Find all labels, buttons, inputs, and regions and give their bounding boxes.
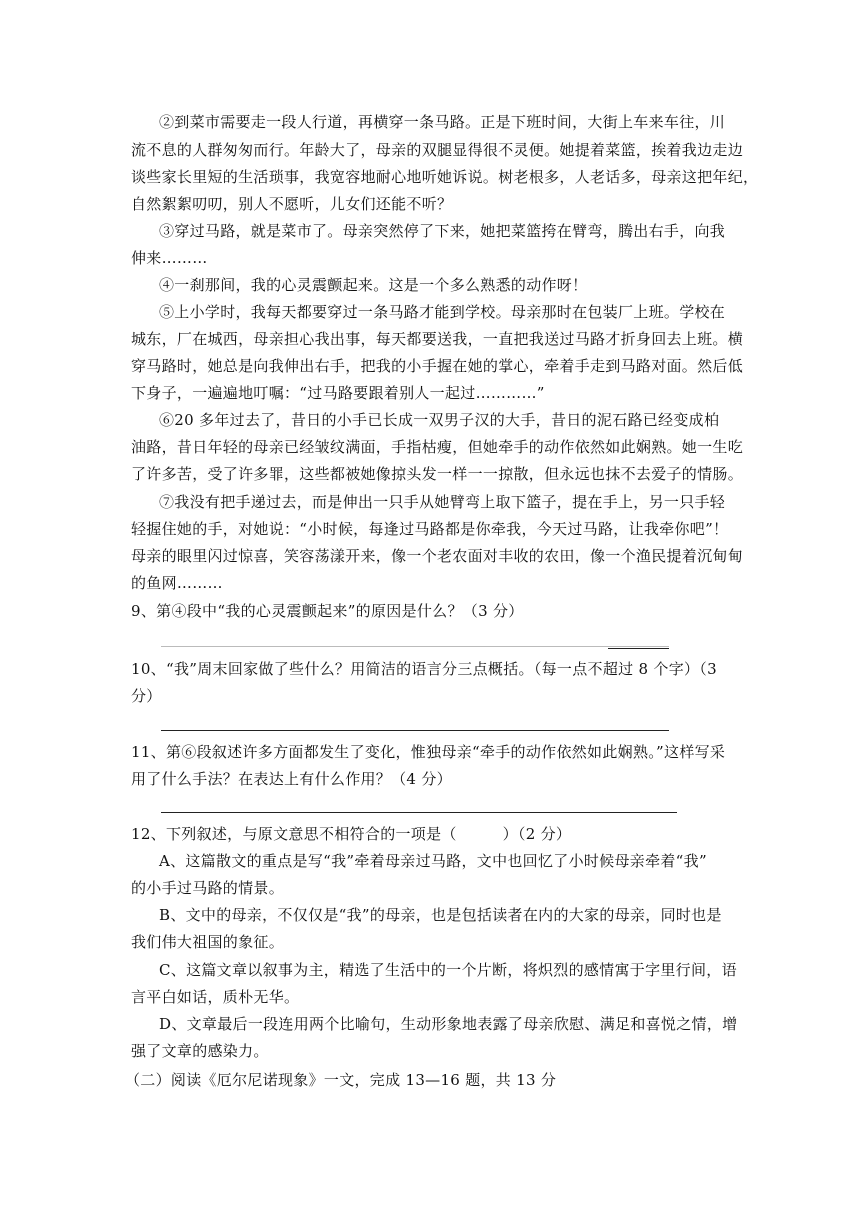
- passage-line: ⑤上小学时，我每天都要穿过一条马路才能到学校。母亲那时在包装厂上班。学校在: [159, 303, 726, 321]
- option-d-cont: 强了文章的感染力。: [131, 1042, 269, 1060]
- option-c: C、这篇文章以叙事为主，精选了生活中的一个片断，将炽烈的感情寓于字里行间，语: [159, 961, 737, 979]
- answer-line-q9-end: [608, 648, 669, 649]
- passage-line: 下身子，一遍遍地叮嘱：“过马路要跟着别人一起过…………”: [131, 384, 545, 402]
- passage-line: 流不息的人群匆匆而行。年龄大了，母亲的双腿显得很不灵便。她提着菜篮，挨着我边走边: [131, 141, 744, 159]
- passage-line: 自然絮絮叨叨，别人不愿听，儿女们还能不听？: [131, 195, 453, 213]
- section-heading: （二）阅读《厄尔尼诺现象》一文，完成 13—16 题，共 13 分: [125, 1071, 557, 1089]
- question-11: 11、第⑥段叙述许多方面都发生了变化，惟独母亲“牵手的动作依然如此娴熟。”这样写采: [131, 743, 726, 761]
- passage-line: 油路，昔日年轻的母亲已经皱纹满面，手指枯瘦，但她牵手的动作依然如此娴熟。她一生吃: [131, 438, 744, 456]
- passage-line: 母亲的眼里闪过惊喜，笑容荡漾开来，像一个老农面对丰收的农田，像一个渔民提着沉甸甸: [131, 547, 744, 565]
- question-10: 10、“我”周末回家做了些什么？用简洁的语言分三点概括。（每一点不超过 8 个字）（3: [131, 660, 717, 678]
- option-a-cont: 的小手过马路的情景。: [131, 879, 285, 897]
- question-10-cont: 分）: [131, 687, 162, 705]
- question-12: 12、下列叙述，与原文意思不相符合的一项是（ ）（2 分）: [131, 825, 572, 843]
- passage-line: ⑥20 多年过去了，昔日的小手已长成一双男子汉的大手，昔日的泥石路已经变成柏: [159, 411, 720, 429]
- option-c-cont: 言平白如话，质朴无华。: [131, 988, 300, 1006]
- passage-line: 了许多苦，受了许多罪，这些都被她像掠头发一样一一掠散，但永远也抹不去爱子的情肠。: [131, 465, 744, 483]
- option-d: D、文章最后一段连用两个比喻句，生动形象地表露了母亲欣慰、满足和喜悦之情，增: [159, 1015, 738, 1033]
- answer-line-q10[interactable]: [161, 730, 669, 731]
- option-b-cont: 我们伟大祖国的象征。: [131, 933, 285, 951]
- question-9: 9、第④段中“我的心灵震颤起来”的原因是什么？（3 分）: [131, 602, 524, 620]
- passage-line: 穿马路时，她总是向我伸出右手，把我的小手握在她的掌心，牵着手走到马路对面。然后低: [131, 357, 744, 375]
- passage-line: ③穿过马路，就是菜市了。母亲突然停了下来，她把菜篮挎在臂弯，腾出右手，向我: [159, 222, 726, 240]
- passage-line: ⑦我没有把手递过去，而是伸出一只手从她臂弯上取下篮子，提在手上，另一只手轻: [159, 493, 726, 511]
- answer-line-q9[interactable]: [161, 646, 669, 647]
- passage-line: 轻握住她的手，对她说：“小时候，每逢过马路都是你牵我，今天过马路，让我牵你吧”！: [131, 520, 729, 538]
- passage-line: ④一刹那间，我的心灵震颤起来。这是一个多么熟悉的动作呀！: [159, 276, 588, 294]
- passage-line: 伸来………: [131, 249, 208, 267]
- passage-line: 谈些家长里短的生活琐事，我宽容地耐心地听她诉说。树老根多，人老话多，母亲这把年纪，: [131, 168, 759, 186]
- option-a: A、这篇散文的重点是写“我”牵着母亲过马路，文中也回忆了小时候母亲牵着“我”: [159, 852, 707, 870]
- passage-line: ②到菜市需要走一段人行道，再横穿一条马路。正是下班时间，大街上车来车往，川: [159, 113, 726, 131]
- answer-line-q11[interactable]: [161, 812, 677, 813]
- option-b: B、文中的母亲，不仅仅是“我”的母亲，也是包括读者在内的大家的母亲，同时也是: [159, 906, 722, 924]
- passage-line: 的鱼网………: [131, 574, 223, 592]
- question-11-cont: 用了什么手法？在表达上有什么作用？（4 分）: [131, 770, 452, 788]
- passage-line: 城东，厂在城西，母亲担心我出事，每天都要送我，一直把我送过马路才折身回去上班。横: [131, 330, 744, 348]
